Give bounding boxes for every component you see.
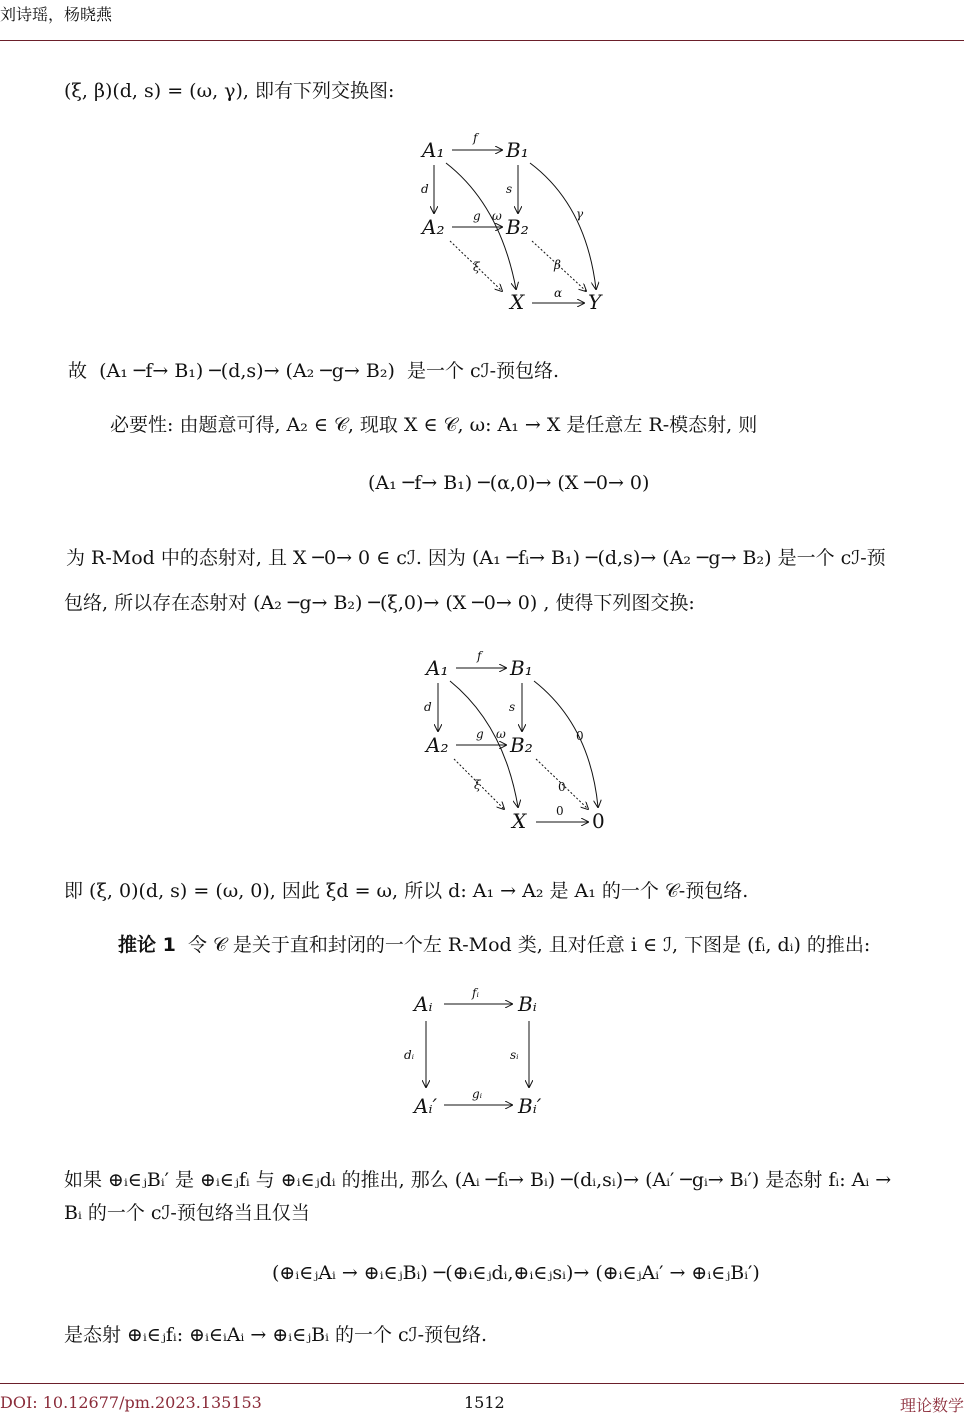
label-omega: ω (492, 209, 502, 223)
morphism-pair-1: (A₁ ─f→ B₁) ─(d,s)→ (A₂ ─g→ B₂) (99, 360, 395, 382)
display-equation-1: (A₁ ─f→ B₁) ─(α,0)→ (X ─0→ 0) (368, 472, 650, 494)
label-zero-curve: 0 (576, 729, 584, 743)
label-alpha: α (554, 286, 563, 300)
node-A2: A₂ (422, 215, 445, 239)
node-Ai-prime: Aᵢ′ (414, 1094, 438, 1118)
node-Bi-prime: Bᵢ′ (518, 1094, 542, 1118)
label-omega: ω (496, 727, 506, 741)
commutative-diagram-2 (404, 645, 644, 840)
running-header-authors: 刘诗瑶，杨晓燕 (0, 5, 113, 24)
node-B2: B₂ (506, 215, 529, 239)
label-f: f (477, 649, 482, 663)
node-A2: A₂ (426, 733, 449, 757)
node-zero: 0 (592, 809, 605, 833)
node-Bi: Bᵢ (518, 992, 537, 1016)
label-zero-bottom: 0 (556, 804, 564, 818)
text-line-7: 即 (ξ, 0)(d, s) = (ω, 0), 因此 ξd = ω, 所以 d: A₁ → A₂ 是 A₁ 的一个 𝒞-预包络. (64, 880, 749, 902)
label-xi: ξ (473, 260, 480, 274)
node-X: X (510, 290, 525, 314)
label-zero-dotted: 0 (558, 780, 566, 794)
text-line-9: Bᵢ 的一个 cℐ-预包络当且仅当 (64, 1202, 310, 1224)
text-line-8: 如果 ⊕ᵢ∈ⱼBᵢ′ 是 ⊕ᵢ∈ⱼfᵢ 与 ⊕ᵢ∈ⱼdᵢ 的推出, 那么 (Aᵢ ─fᵢ→ Bᵢ) ─(dᵢ,sᵢ)→ (Aᵢ′ ─gᵢ→ Bᵢ′) 是态射 fᵢ: Aᵢ → (64, 1169, 892, 1191)
label-d: d (424, 700, 432, 714)
footer-page-number: 1512 (464, 1393, 505, 1412)
label-fi: fᵢ (472, 986, 479, 1000)
text-line-2-prefix: 故 (68, 360, 88, 382)
footer-doi-link[interactable]: DOI: 10.12677/pm.2023.135153 (0, 1393, 262, 1412)
text-line-6: 包络, 所以存在态射对 (A₂ ─g→ B₂) ─(ξ,0)→ (X ─0→ 0) , 使得下列图交换: (64, 592, 695, 614)
corollary-1 (118, 930, 870, 957)
label-d: d (421, 182, 429, 196)
footer-journal-name: 理论数学 (899, 1396, 964, 1415)
node-Ai: Aᵢ (414, 992, 433, 1016)
text-line-3: 必要性: 由题意可得, A₂ ∈ 𝒞, 现取 X ∈ 𝒞, ω: A₁ → X 是任意左 R-模态射, 则 (110, 414, 758, 436)
label-g: g (476, 727, 484, 741)
text-line-11: 是态射 ⊕ᵢ∈ⱼfᵢ: ⊕ᵢ∈ᵢAᵢ → ⊕ᵢ∈ⱼBᵢ 的一个 cℐ-预包络. (64, 1324, 488, 1346)
commutative-diagram-1 (400, 125, 640, 320)
arrow-omega (450, 681, 518, 807)
corollary-text: 令 𝒞 是关于直和封闭的一个左 R-Mod 类, 且对任意 i ∈ ℐ, 下图是 (fᵢ, dᵢ) 的推出: (187, 934, 871, 956)
label-f: f (473, 131, 478, 145)
label-s: s (509, 700, 516, 714)
node-B2: B₂ (510, 733, 533, 757)
label-xi: ξ (474, 778, 481, 792)
display-equation-2: (⊕ᵢ∈ⱼAᵢ → ⊕ᵢ∈ⱼBᵢ) ─(⊕ᵢ∈ⱼdᵢ,⊕ᵢ∈ⱼsᵢ)→ (⊕ᵢ∈ⱼAᵢ′ → ⊕ᵢ∈ⱼBᵢ′) (272, 1262, 760, 1284)
header-rule (0, 40, 964, 41)
arrow-gamma (530, 163, 596, 289)
node-B1: B₁ (510, 656, 533, 680)
footer-rule (0, 1383, 964, 1384)
label-di: dᵢ (404, 1048, 415, 1062)
text-line-1: (ξ, β)(d, s) = (ω, γ), 即有下列交换图: (64, 80, 395, 102)
node-X: X (512, 809, 527, 833)
corollary-label: 推论 1 (118, 934, 176, 956)
label-si: sᵢ (510, 1048, 519, 1062)
text-line-2 (68, 356, 559, 383)
node-Y: Y (588, 290, 602, 314)
node-B1: B₁ (506, 138, 529, 162)
label-beta: β (554, 258, 561, 272)
node-A1: A₁ (426, 656, 449, 680)
node-A1: A₁ (422, 138, 445, 162)
label-g: g (473, 209, 481, 223)
pushout-square (402, 985, 562, 1125)
label-gamma: γ (576, 207, 584, 221)
label-gi: gᵢ (472, 1087, 483, 1101)
label-s: s (506, 182, 513, 196)
text-line-5: 为 R-Mod 中的态射对, 且 X ─0→ 0 ∈ cℐ. 因为 (A₁ ─fᵢ→ B₁) ─(d,s)→ (A₂ ─g→ B₂) 是一个 cℐ-预 (66, 547, 886, 569)
text-line-2-suffix: 是一个 cℐ-预包络. (406, 360, 560, 382)
